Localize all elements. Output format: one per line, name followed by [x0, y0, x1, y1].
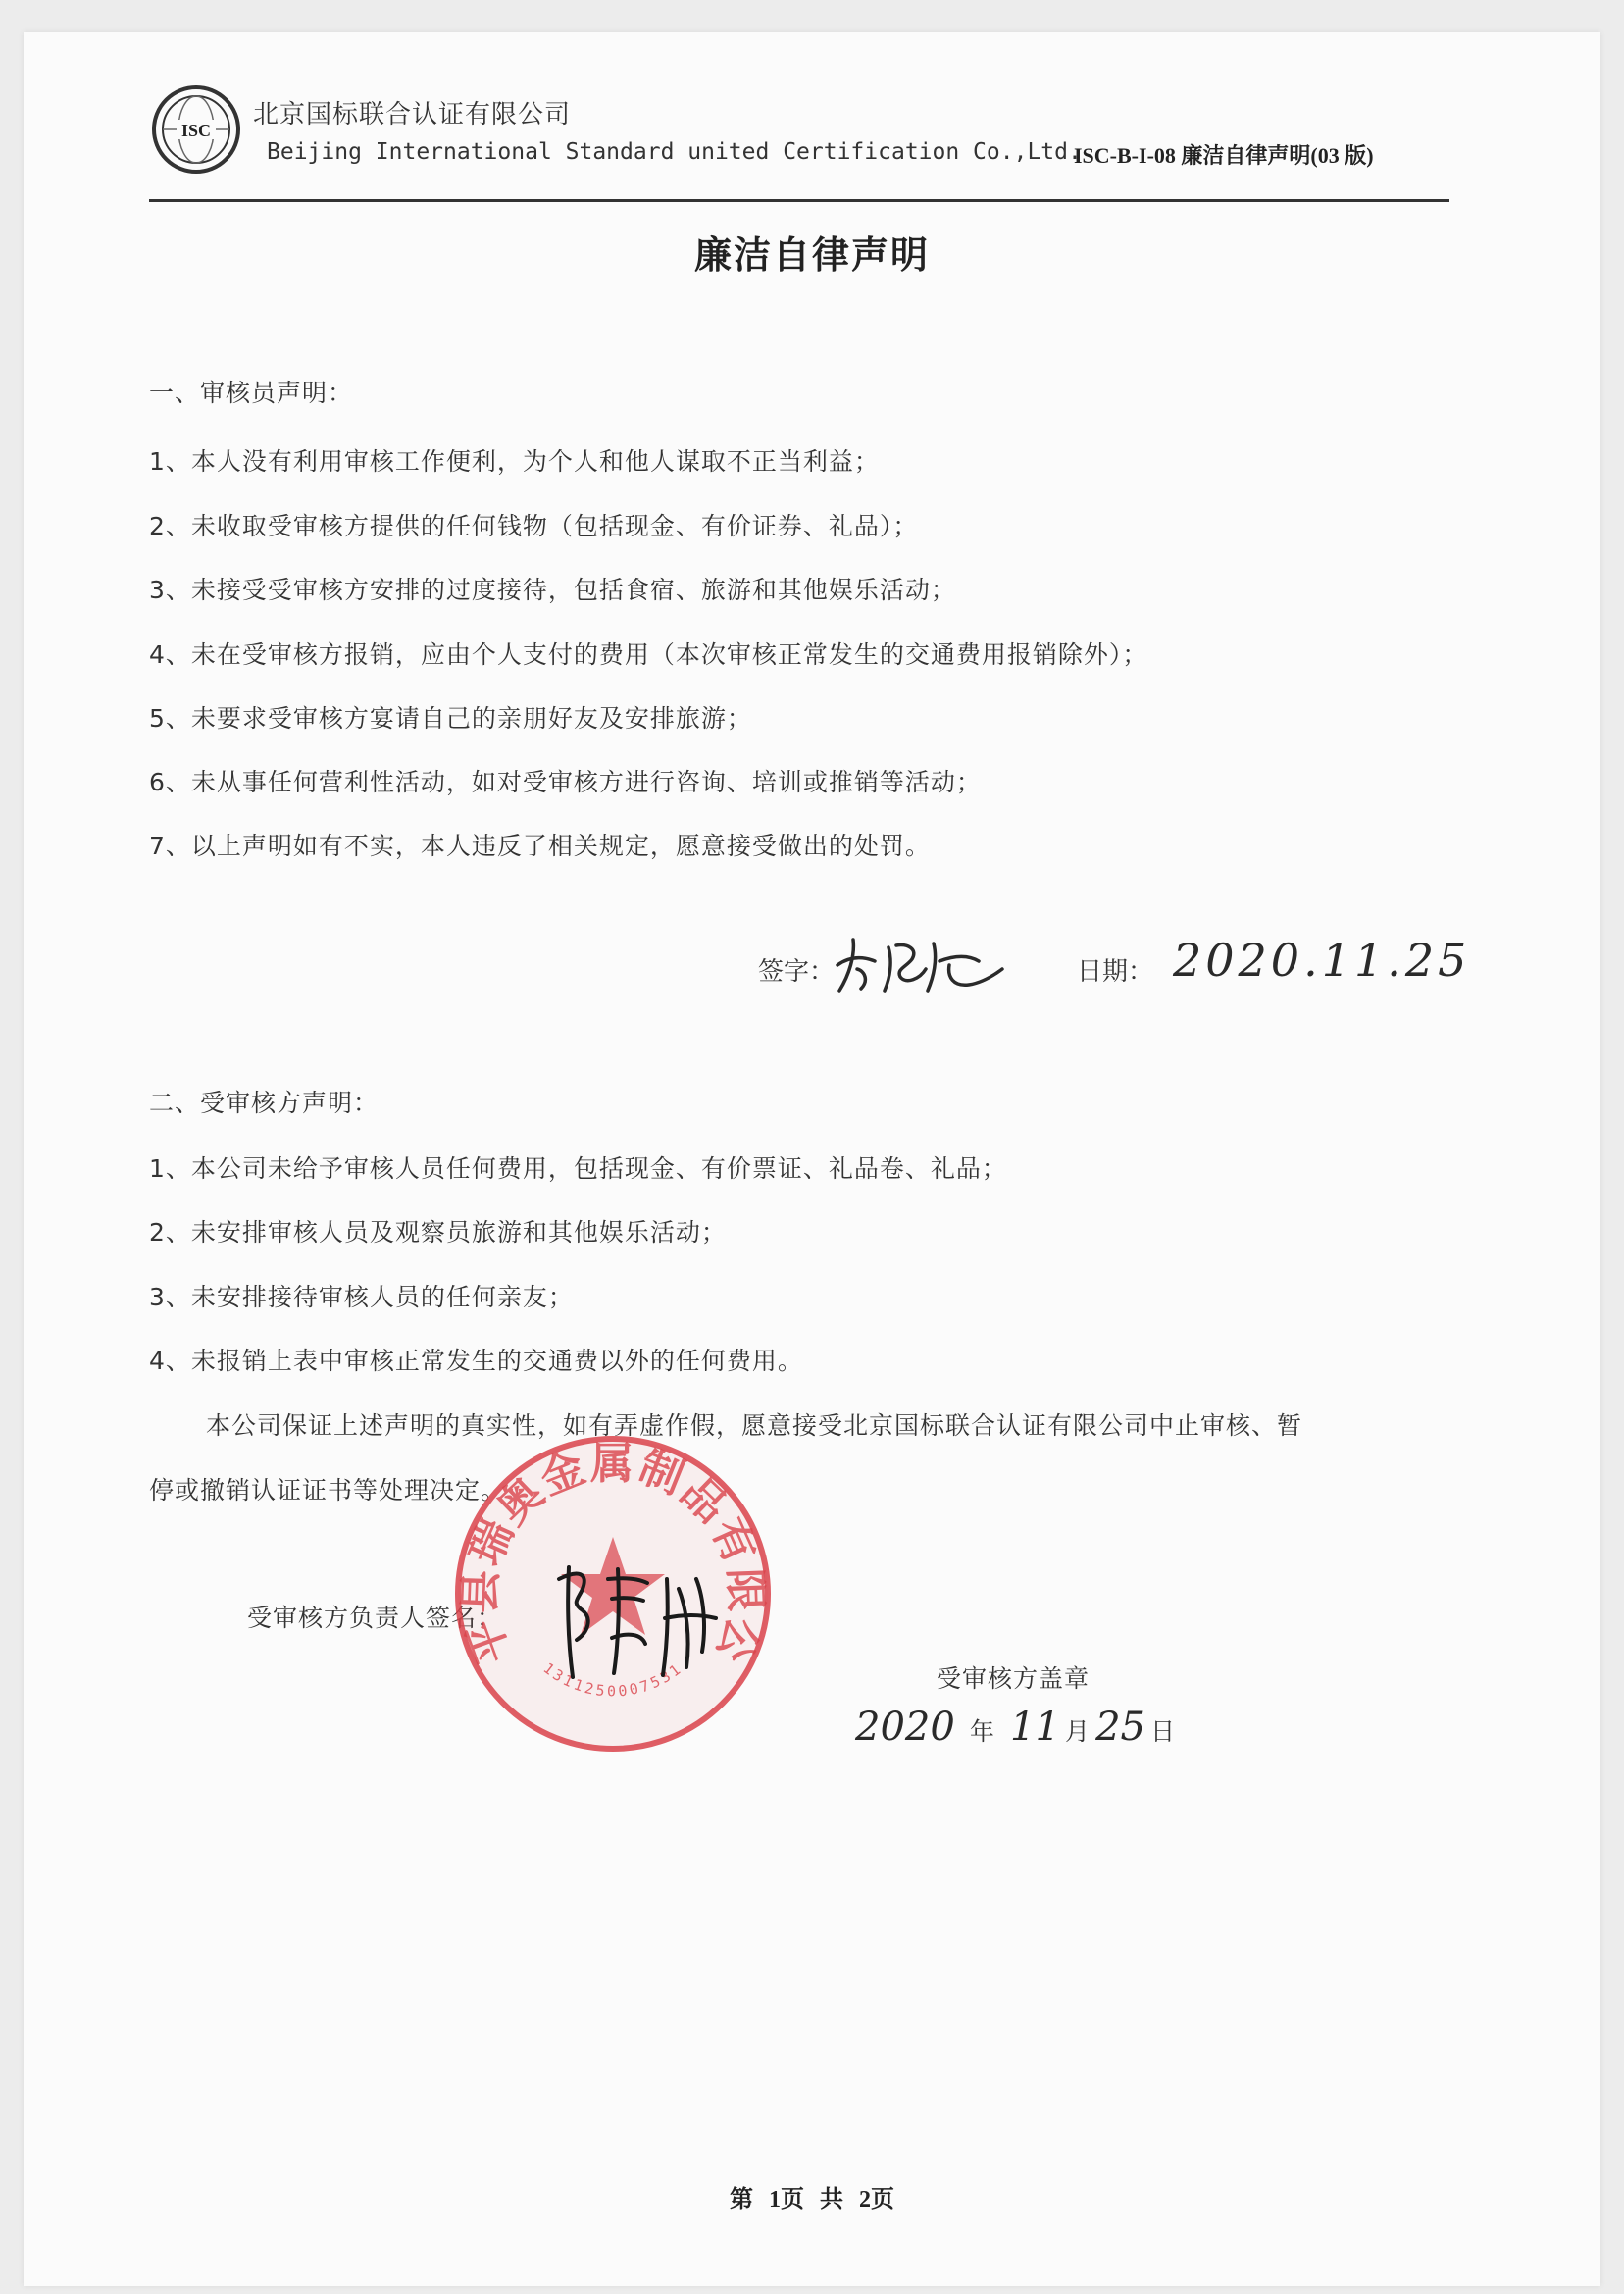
date-year-handwritten: 2020: [855, 1705, 955, 1750]
svg-text:1311250007531: 1311250007531: [539, 1658, 686, 1701]
isc-logo: [151, 84, 241, 175]
auditor-handwritten-signature: [832, 926, 1008, 1008]
auditor-date-label: 日期：: [1077, 957, 1154, 987]
auditee-item: 4、未报销上表中审核正常发生的交通费以外的任何费用。: [149, 1347, 803, 1375]
date-day-unit: 日: [1150, 1717, 1177, 1746]
page-number: 第 1页 共 2页: [730, 2187, 894, 2213]
auditor-item: 3、未接受受审核方安排的过度接待，包括食宿、旅游和其他娱乐活动；: [149, 576, 956, 604]
auditee-date: [855, 1705, 1176, 1750]
header-divider: [149, 199, 1449, 202]
date-year-unit: 年: [969, 1717, 995, 1746]
svg-text:ISC: ISC: [180, 121, 212, 140]
document-title: 廉洁自律声明: [693, 233, 930, 277]
date-day-handwritten: 25: [1095, 1705, 1146, 1750]
auditee-section-heading: 二、受审核方声明：: [149, 1089, 380, 1117]
auditor-section-heading: 一、审核员声明：: [149, 379, 354, 407]
auditor-item: 4、未在受审核方报销，应由个人支付的费用（本次审核正常发生的交通费用报销除外）；: [149, 640, 1148, 669]
company-name-cn: 北京国标联合认证有限公司: [253, 100, 572, 129]
auditor-item: 5、未要求受审核方宴请自己的亲朋好友及安排旅游；: [149, 704, 752, 733]
auditee-item: 3、未安排接待审核人员的任何亲友；: [149, 1283, 574, 1311]
svg-text:安平县瑞奥金属制品有限公司: 平县瑞奥金属制品有限公: [455, 1438, 771, 1671]
auditor-item: 2、未收取受审核方提供的任何钱物（包括现金、有价证券、礼品）；: [149, 512, 919, 540]
stamp-label: 受审核方盖章: [937, 1664, 1091, 1693]
auditor-item: 7、以上声明如有不实，本人违反了相关规定，愿意接受做出的处罚。: [149, 832, 931, 860]
guarantee-paragraph-line2: 停或撤销认证证书等处理决定。: [149, 1476, 507, 1504]
responsible-handwritten-signature: [549, 1550, 726, 1691]
date-month-handwritten: 11: [1010, 1705, 1060, 1750]
document-code: ISC-B-I-08 廉洁自律声明(03 版): [1074, 143, 1374, 168]
auditor-item: 1、本人没有利用审核工作便利，为个人和他人谋取不正当利益；: [149, 447, 880, 476]
auditee-item: 2、未安排审核人员及观察员旅游和其他娱乐活动；: [149, 1218, 727, 1247]
guarantee-paragraph-line1: 本公司保证上述声明的真实性，如有弄虚作假，愿意接受北京国标联合认证有限公司中止审核、暂: [206, 1411, 1303, 1440]
auditee-item: 1、本公司未给予审核人员任何费用，包括现金、有价票证、礼品卷、礼品；: [149, 1154, 1007, 1183]
company-name-en: Beijing International Standard united Certification Co.,Ltd.: [267, 139, 1082, 165]
date-month-unit: 月: [1065, 1717, 1091, 1746]
auditor-signature-label: 签字：: [758, 957, 836, 987]
auditor-date-handwritten: 2020.11.25: [1173, 934, 1471, 987]
responsible-signature-label: 受审核方负责人签名：: [247, 1604, 503, 1632]
auditor-item: 6、未从事任何营利性活动，如对受审核方进行咨询、培训或推销等活动；: [149, 768, 982, 796]
